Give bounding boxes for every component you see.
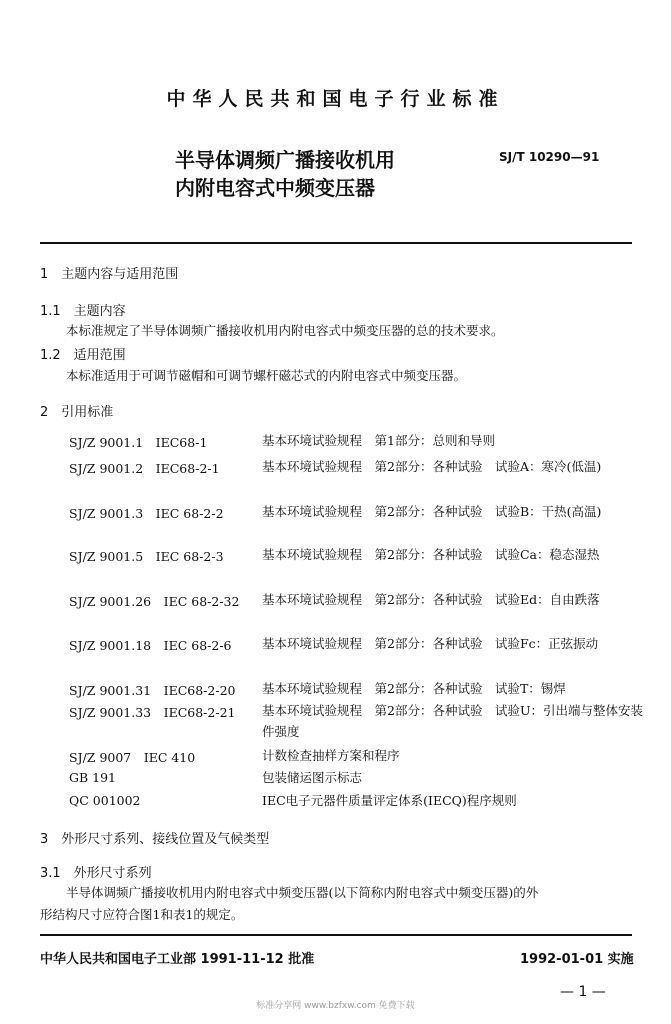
- section-3-1-text-line1: 半导体调频广播接收机用内附电容式中频变压器(以下简称内附电容式中频变压器)的外: [66, 885, 539, 900]
- section-2-heading: 2 引用标准: [40, 405, 114, 420]
- reference-code: SJ/Z 9001.33 IEC68-2-21: [69, 705, 236, 720]
- reference-code: QC 001002: [69, 793, 141, 808]
- reference-description: 基本环境试验规程 第2部分：各种试验 试验U：引出端与整体安装件强度: [262, 703, 643, 739]
- section-1-2-heading: 1.2 适用范围: [40, 348, 126, 363]
- reference-code: SJ/Z 9001.26 IEC 68-2-32: [69, 594, 240, 609]
- section-1-2-text: 本标准适用于可调节磁帽和可调节螺杆磁芯式的内附电容式中频变压器。: [66, 368, 467, 383]
- watermark-text: 标准分享网 www.bzfxw.com 免费下载: [256, 1001, 415, 1011]
- standard-number: SJ/T 10290—91: [499, 150, 600, 164]
- header-divider: [40, 242, 632, 244]
- reference-description: 基本环境试验规程 第2部分：各种试验 试验B：干热(高温): [262, 504, 602, 519]
- reference-code: SJ/Z 9007 IEC 410: [69, 750, 196, 765]
- section-1-1-heading: 1.1 主题内容: [40, 304, 126, 319]
- reference-description: 基本环境试验规程 第2部分：各种试验 试验Ed：自由跌落: [262, 592, 600, 607]
- reference-code: SJ/Z 9001.2 IEC68-2-1: [69, 461, 220, 476]
- reference-code: SJ/Z 9001.1 IEC68-1: [69, 435, 208, 450]
- reference-description: 计数检查抽样方案和程序: [262, 748, 400, 763]
- reference-code: SJ/Z 9001.31 IEC68-2-20: [69, 683, 236, 698]
- reference-description: 基本环境试验规程 第2部分：各种试验 试验A：寒冷(低温): [262, 459, 602, 474]
- reference-description: IEC电子元器件质量评定体系(IECQ)程序规则: [262, 793, 517, 808]
- footer-divider: [40, 934, 632, 936]
- reference-description: 基本环境试验规程 第2部分：各种试验 试验Ca：稳态湿热: [262, 547, 600, 562]
- section-3-heading: 3 外形尺寸系列、接线位置及气候类型: [40, 832, 270, 847]
- reference-code: SJ/Z 9001.3 IEC 68-2-2: [69, 506, 224, 521]
- section-1-heading: 1 主题内容与适用范围: [40, 267, 179, 282]
- reference-description: 基本环境试验规程 第2部分：各种试验 试验T：锡焊: [262, 681, 566, 696]
- document-title-line1: 半导体调频广播接收机用: [175, 148, 395, 172]
- reference-code: GB 191: [69, 770, 117, 785]
- approval-line: 中华人民共和国电子工业部 1991-11-12 批准: [40, 952, 315, 967]
- industry-standard-title: 中华人民共和国电子行业标准: [166, 88, 505, 110]
- section-3-1-heading: 3.1 外形尺寸系列: [40, 866, 152, 881]
- reference-description: 基本环境试验规程 第1部分：总则和导则: [262, 433, 495, 448]
- document-title-line2: 内附电容式中频变压器: [175, 176, 375, 200]
- reference-code: SJ/Z 9001.18 IEC 68-2-6: [69, 638, 232, 653]
- reference-description: 基本环境试验规程 第2部分：各种试验 试验Fc：正弦振动: [262, 636, 599, 651]
- page-number: — 1 —: [560, 984, 606, 1000]
- implementation-date: 1992-01-01 实施: [520, 952, 634, 967]
- reference-description: 包装储运图示标志: [262, 770, 363, 785]
- section-1-1-text: 本标准规定了半导体调频广播接收机用内附电容式中频变压器的总的技术要求。: [66, 323, 504, 338]
- reference-code: SJ/Z 9001.5 IEC 68-2-3: [69, 549, 224, 564]
- section-3-1-text-line2: 形结构尺寸应符合图1和表1的规定。: [40, 907, 244, 922]
